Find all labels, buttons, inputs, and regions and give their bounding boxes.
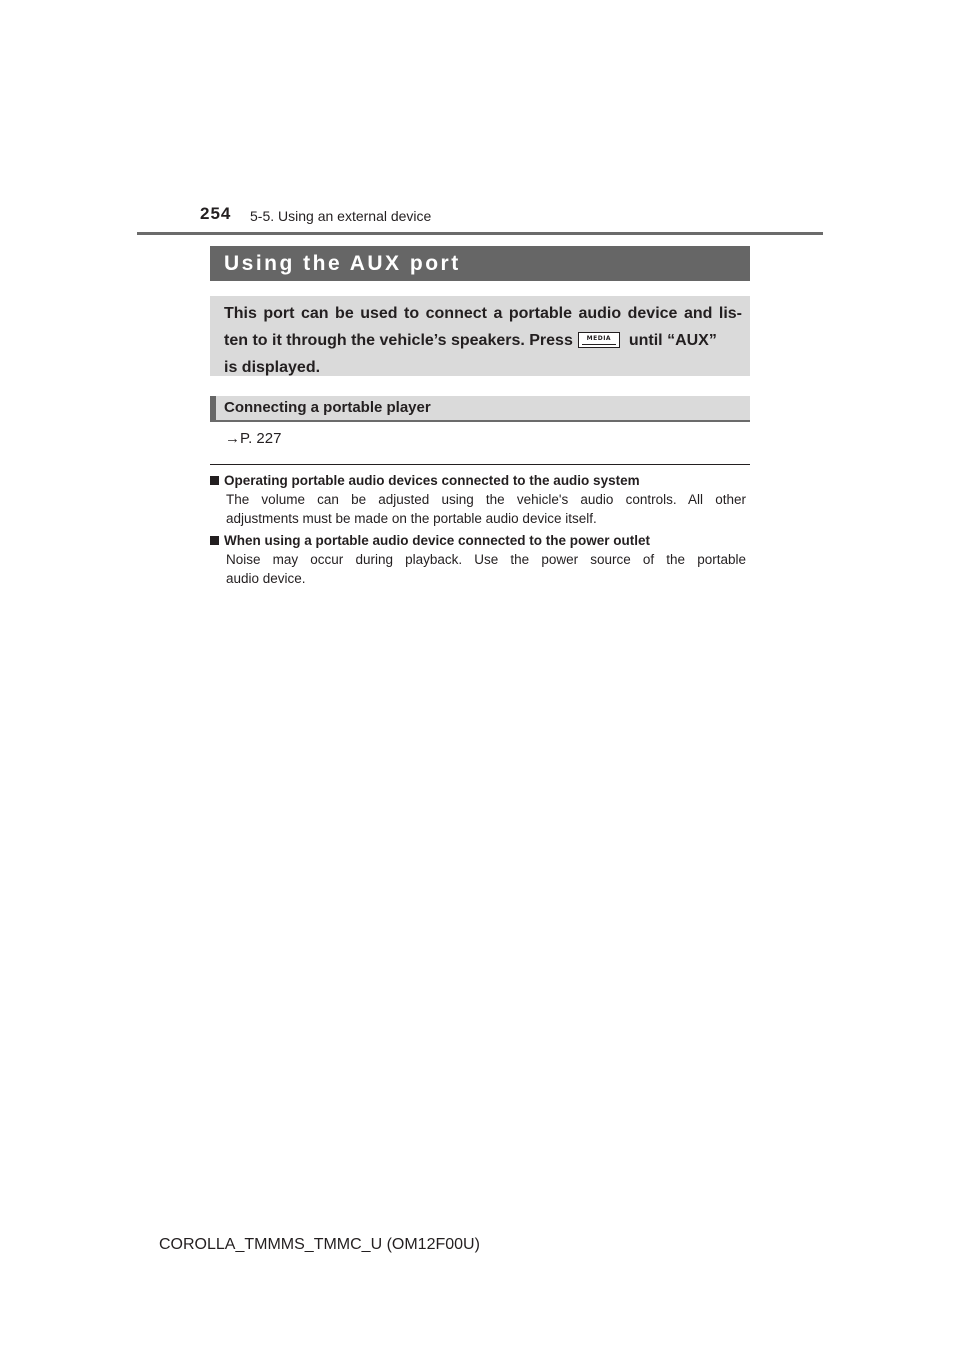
footer-document-id: COROLLA_TMMMS_TMMC_U (OM12F00U) (159, 1236, 480, 1253)
note-power-outlet (210, 531, 746, 588)
intro-line-2-start: ten to it through the vehicle’s speakers. Press (224, 332, 573, 349)
note-body-line: Noise may occur during playback. Use the power source of the portable (226, 552, 746, 567)
note-operating-devices (210, 471, 746, 528)
header-divider (137, 232, 823, 235)
intro-line-1: This port can be used to connect a portable audio device and lis- (224, 305, 742, 322)
note-heading (210, 471, 746, 490)
note-body-line: audio device. (226, 571, 306, 586)
page-reference-link[interactable]: →P. 227 (225, 430, 282, 447)
media-button-icon (578, 332, 620, 348)
intro-line-2 (224, 327, 742, 354)
media-button-label: MEDIA (586, 335, 612, 342)
note-body (210, 490, 746, 528)
intro-line-2-end: until “AUX” (628, 332, 717, 349)
page-title: Using the AUX port (210, 246, 750, 281)
subheading-marker (210, 396, 216, 420)
notes-divider (210, 464, 750, 465)
note-heading (210, 531, 746, 550)
note-body-line: adjustments must be made on the portable audio device itself. (226, 511, 597, 526)
intro-line-3: is displayed. (224, 359, 321, 376)
intro-box (210, 296, 750, 376)
square-bullet-icon (210, 476, 219, 485)
note-body-line: The volume can be adjusted using the vehicle's audio controls. All other (226, 492, 746, 507)
note-heading-text: Operating portable audio devices connected to the audio system (224, 473, 640, 488)
note-heading-text: When using a portable audio device connected to the power outlet (224, 533, 651, 548)
page-number: 254 (200, 204, 232, 223)
subheading (210, 396, 750, 422)
square-bullet-icon (210, 536, 219, 545)
subheading-text: Connecting a portable player (224, 399, 431, 416)
note-body (210, 550, 746, 588)
section-title: 5-5. Using an external device (250, 208, 432, 224)
